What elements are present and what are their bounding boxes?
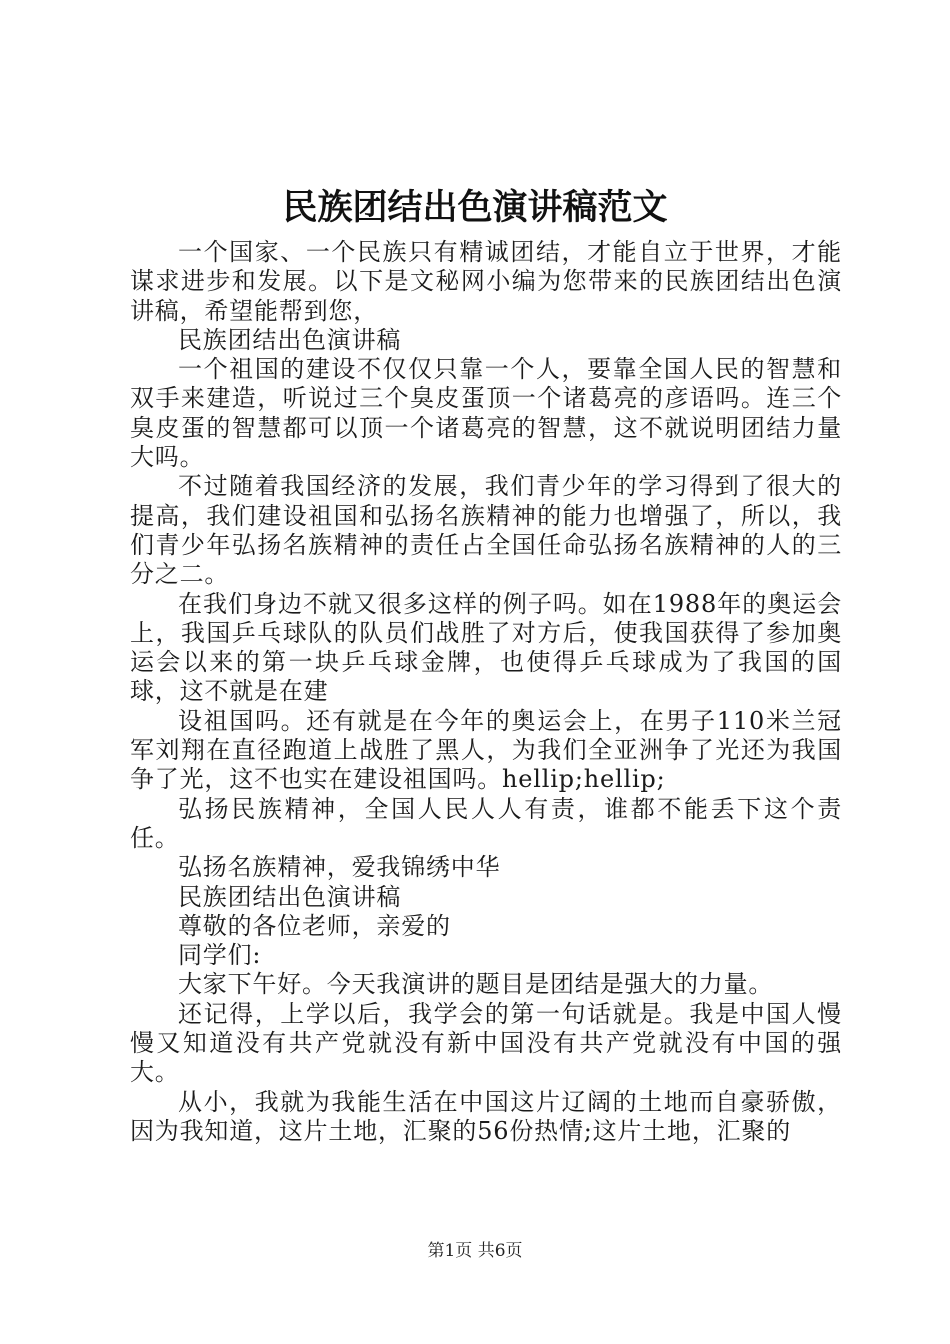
paragraph: 民族团结出色演讲稿 [178, 325, 402, 354]
paragraph: 还记得，上学以后，我学会的第一句话就是。我是中国人慢慢又知道没有共产党就没有新中国没有共产党就没有中国的强大。 [130, 999, 842, 1087]
paragraph: 弘扬民族精神，全国人民人人有责，谁都不能丢下这个责任。 [130, 794, 842, 852]
paragraph: 同学们: [178, 941, 262, 970]
paragraph: 从小，我就为我能生活在中国这片辽阔的土地而自豪骄傲，因为我知道，这片土地，汇聚的56份热情;这片土地，汇聚的 [130, 1087, 842, 1145]
paragraph: 大家下午好。今天我演讲的题目是团结是强大的力量。 [178, 970, 774, 999]
document-title: 民族团结出色演讲稿范文 [282, 187, 668, 228]
page-number: 第1页 共6页 [427, 1241, 523, 1261]
paragraph: 弘扬名族精神，爱我锦绣中华 [178, 853, 501, 882]
paragraph: 不过随着我国经济的发展，我们青少年的学习得到了很大的提高，我们建设祖国和弘扬名族精神的能力也增强了，所以，我们青少年弘扬名族精神的责任占全国任命弘扬名族精神的人的三分之二。 [130, 472, 842, 589]
paragraph: 设祖国吗。还有就是在今年的奥运会上，在男子110米兰冠军刘翔在直径跑道上战胜了黑人，为我们全亚洲争了光还为我国争了光，这不也实在建设祖国吗。hellip;hellip; [130, 706, 842, 794]
paragraph: 一个国家、一个民族只有精诚团结，才能自立于世界，才能谋求进步和发展。以下是文秘网小编为您带来的民族团结出色演讲稿，希望能帮到您， [130, 238, 842, 325]
document-body [130, 238, 842, 1146]
paragraph: 民族团结出色演讲稿 [178, 882, 402, 911]
paragraph: 一个祖国的建设不仅仅只靠一个人，要靠全国人民的智慧和双手来建造，听说过三个臭皮蛋顶一个诸葛亮的彦语吗。连三个臭皮蛋的智慧都可以顶一个诸葛亮的智慧，这不就说明团结力量大吗。 [130, 355, 842, 472]
paragraph: 尊敬的各位老师，亲爱的 [178, 911, 451, 940]
paragraph: 在我们身边不就又很多这样的例子吗。如在1988年的奥运会上，我国乒乓球队的队员们战胜了对方后，使我国获得了参加奥运会以来的第一块乒乓球金牌，也使得乒乓球成为了我国的国球，这不就是在建 [130, 589, 842, 706]
